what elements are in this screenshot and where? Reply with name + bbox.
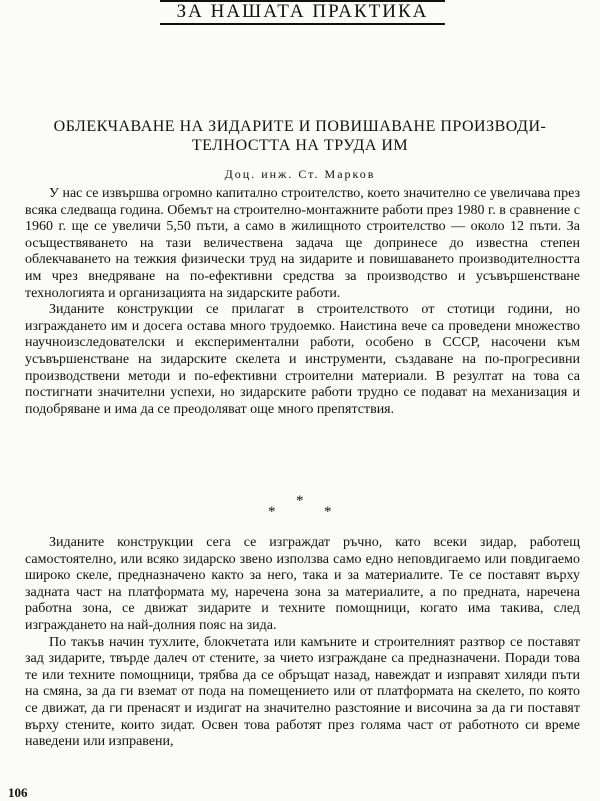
section-separator — [0, 493, 600, 520]
article-title — [20, 117, 580, 155]
article-title-line-2: ТЕЛНОСТТА НА ТРУДА ИМ — [191, 137, 409, 154]
paragraph: Зиданите конструкции сега се изграждат ръчно, като всеки зидар, работещ самостоятелно, или всяко зидарско звено използва само едно неповдигаемо или повдигаемо широко скеле, предназначено както за него, така и за материалите. Те се поставят върху задната част на платформата му, наречена зона за материалите, а по предната, наречена работна зона, се движат зидарите и техните помощници, когато има такива, след изграждането на най-долния пояс на зида. — [25, 535, 580, 633]
separator-star: * — [296, 493, 304, 509]
separator-star: * — [268, 504, 276, 520]
separator-star: * — [324, 504, 332, 520]
paragraph: Зиданите конструкции се прилагат в строителството от стотици години, но изграждането им и досега остава много трудоемко. Наистина вече са проведени множество научноизследователски и експериментални работи, особено в СССР, насочени към усъвършенстване на зидарските скелета и инструменти, създаване на по-прогресивни производствени методи и по-ефективни строителни материали. В резултат на това са постигнати значителни успехи, но зидарските работи трудно се подават на механизация и подобряване и има да се преодоляват още много препятствия. — [25, 302, 580, 417]
article-title-line-1: ОБЛЕКЧАВАНЕ НА ЗИДАРИТЕ И ПОВИШАВАНЕ ПРОИЗВОДИ- — [53, 118, 547, 135]
section-header: ЗА НАШАТА ПРАКТИКА — [160, 0, 445, 25]
page-number: 106 — [8, 785, 28, 800]
body-part-2 — [25, 535, 580, 751]
paragraph: У нас се извършва огромно капитално строителство, което значително се увеличава през всяка следваща година. Обемът на строително-монтажните работи през 1980 г. в сравнение с 1960 г. ще се увеличи 5,50 пъти, а само в жилищното строителство — около 12 пъти. За осъществяването на тази величествена задача ще допринесе до известна степен облекчаването на тежкия физически труд на зидарите и повишаването производителността им чрез внедряване на по-ефективни средства за производство и усъвършенстване технологията и организацията на зидарските работи. — [25, 186, 580, 301]
author-byline: Доц. инж. Ст. Марков — [224, 167, 376, 181]
body-part-1 — [25, 186, 580, 418]
paragraph: По такъв начин тухлите, блокчетата или камъните и строителният разтвор се поставят зад зидарите, твърде далеч от стените, за чието изграждане са предназначени. Поради това те или техните помощници, трябва да се обръщат назад, навеждат и изправят хиляди пъти на смяна, за да ги вземат от пода на помещението или от платформата на скелето, по която се движат, да ги пренасят и издигат на значително разстояние и височина за да ги поставят върху стените, които зидат. Освен това работят през голяма част от работното си време наведени или изправени, — [25, 634, 580, 750]
